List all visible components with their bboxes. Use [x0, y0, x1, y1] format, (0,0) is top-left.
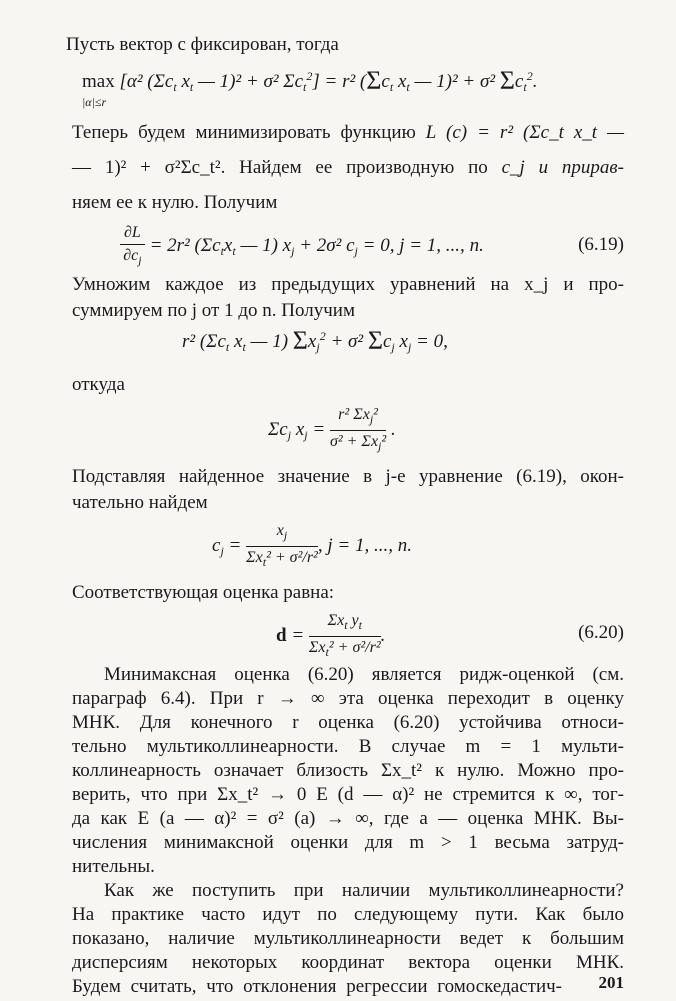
text-line: чательно найдем: [72, 492, 208, 513]
equation-sum: r² ($\Sigma c_t$ $x_t$ — 1) $\Sigma x_j^2 + \sigma^2$ $\Sigma c_j$ $x_j = 0$,: [182, 326, 448, 355]
text-line: — 1)² + σ²Σc_t². Найдем ее производную по c_j и прирав-: [72, 157, 624, 178]
text-line: Будем считать, что отклонения регрессии гомоскедастич-: [72, 976, 562, 997]
equation-cj: $c_j$ = $\frac{x_j}{\Sigma x_t^2 + \sigma^2/r^2}$ , j = 1, ..., n.: [212, 522, 412, 569]
text-line: нительны.: [72, 856, 155, 877]
text-line: МНК. Для конечного r оценка (6.20) устойчива относи-: [72, 712, 624, 733]
page-number: 201: [598, 973, 624, 992]
text-line: Умножим каждое из предыдущих уравнений на x_j и про-: [72, 274, 624, 295]
text-line: тельно мультиколлинеарности. В случае m = 1 мульти-: [72, 736, 624, 757]
text-line: Пусть вектор с фиксирован, тогда: [66, 34, 339, 55]
text-line: показано, наличие мультиколлинеарности ведет к большим: [72, 928, 624, 949]
equation-number: (6.19): [578, 234, 624, 255]
text-line: верить, что при Σx_t² → 0 E (d — α)² не стремится к ∞, тог-: [72, 784, 624, 805]
equation-6-20: d = $\frac{\Sigma x_t y_t}{\Sigma x_t^2 + \sigma^2/r^2}$ .: [276, 612, 386, 659]
text-line: суммируем по j от 1 до n. Получим: [72, 300, 355, 321]
equation-cjxj: $\Sigma c_j$ $x_j$ = $\frac{r^2 \Sigma x_j^2}{\sigma^2 + \Sigma x_j^2}$ .: [268, 406, 396, 453]
text-line: параграф 6.4). При r → ∞ эта оценка переходит в оценку: [72, 688, 624, 709]
text-line: няем ее к нулю. Получим: [72, 192, 278, 213]
text-line: Соответствующая оценка равна:: [72, 582, 335, 603]
equation-max: max [α² ($\Sigma c_t$ $x_t$ — 1)² + σ² $\Sigma c_t^2] = r^2$ ($\Sigma c_t$ $x_t$ — 1)² + σ² $\Sigma c_t^2$.: [82, 66, 538, 95]
text-line: Минимаксная оценка (6.20) является ридж-оценкой (см.: [104, 664, 624, 685]
max-subscript: |α|≤r: [82, 95, 107, 109]
text-line: Теперь будем минимизировать функцию L (c) = r² (Σc_t x_t —: [72, 122, 624, 143]
text-line: откуда: [72, 374, 125, 395]
text-line: да как E (a — α)² = σ² (a) → ∞, где a — оценка МНК. Вы-: [72, 808, 624, 829]
text-line: Подставляя найденное значение в j-е уравнение (6.19), окон-: [72, 466, 624, 487]
equation-6-19: $\frac{\partial L}{\partial c_j}$ = 2r² ($\Sigma c_tx_t$ — 1) $x_j + 2\sigma^2$ $c_j = 0$, j = 1, ..., n.: [120, 222, 484, 271]
text-line: дисперсиям некоторых координат вектора оценки МНК.: [72, 952, 624, 973]
equation-number: (6.20): [578, 622, 624, 643]
text-line: На практике часто идут по следующему пути. Как было: [72, 904, 624, 925]
text-line: числения минимаксной оценки для m > 1 весьма затруд-: [72, 832, 624, 853]
text-line: Как же поступить при наличии мультиколлинеарности?: [104, 880, 624, 901]
text-line: коллинеарность означает близость Σx_t² к нулю. Можно про-: [72, 760, 624, 781]
